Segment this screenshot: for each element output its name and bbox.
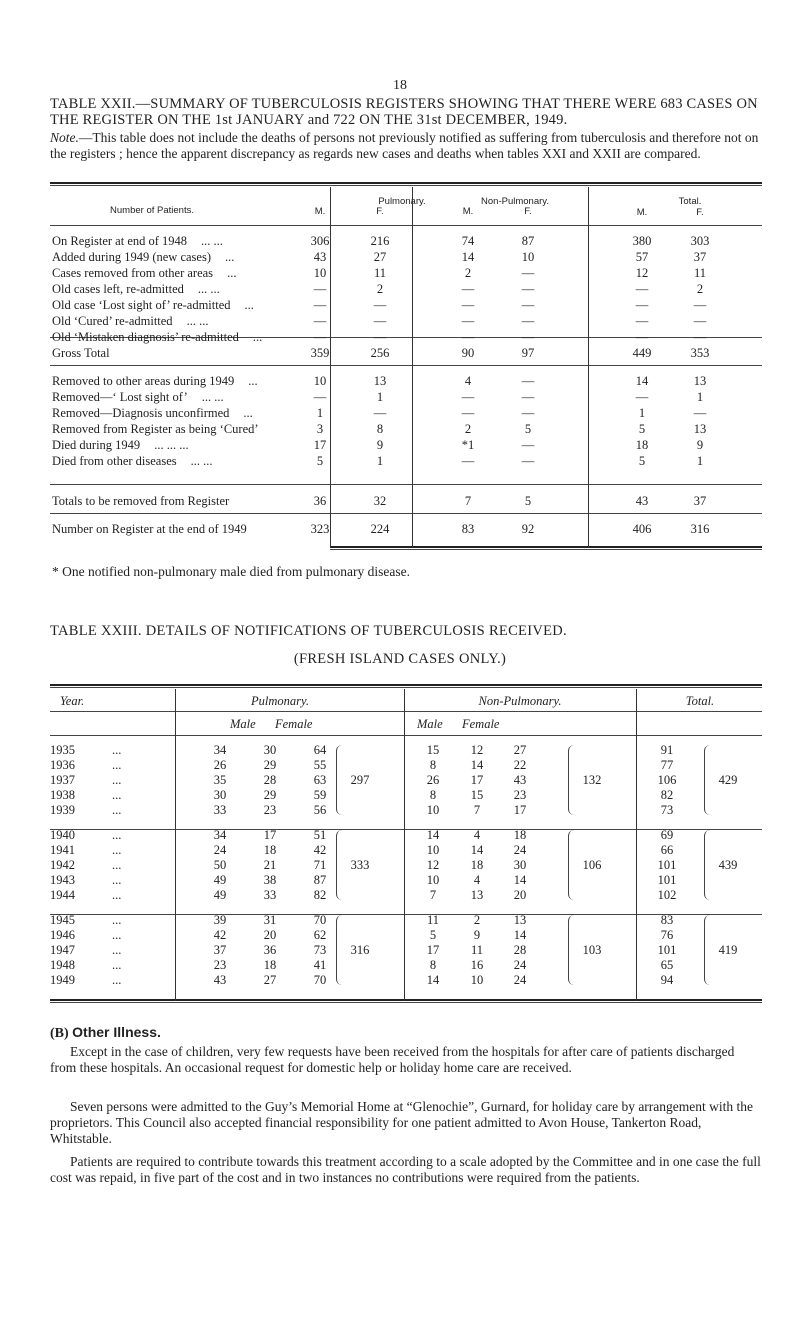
cell-value: 8 (429, 788, 437, 802)
cell-value: — (461, 454, 475, 468)
cell-value: — (693, 314, 707, 328)
cell-value: 27 (263, 973, 277, 987)
cell-value: 26 (213, 758, 227, 772)
cell-value: 18 (470, 858, 484, 872)
cell-value: 57 (635, 250, 649, 264)
cell-value: 4 (473, 828, 481, 842)
cell-value: 70 (313, 973, 327, 987)
cell-value: — (521, 454, 535, 468)
row-label-text: Number on Register at the end of 1949 (52, 522, 247, 536)
cell-value: 82 (313, 888, 327, 902)
cell-value: 30 (263, 743, 277, 757)
row-label-text: Died from other diseases (52, 454, 177, 468)
cell-value: 5 (638, 422, 646, 436)
year-leader-dots: ... (112, 828, 122, 842)
row-label-text: Removed—Diagnosis unconfirmed (52, 406, 230, 420)
cell-value: 1 (376, 454, 384, 468)
period-total: 439 (718, 858, 738, 872)
cell-value: — (693, 298, 707, 312)
row-label-text: Removed—‘ Lost sight of’ (52, 390, 188, 404)
cell-value: 7 (429, 888, 437, 902)
year-leader-dots: ... (112, 803, 122, 817)
page-number: 18 (393, 78, 407, 93)
year-leader-dots: ... (112, 973, 122, 987)
cell-value: 17 (263, 828, 277, 842)
year-cell: 1948 ... (50, 958, 122, 972)
cell-value: 33 (213, 803, 227, 817)
cell-value: — (521, 374, 535, 388)
cell-value: 24 (513, 973, 527, 987)
cell-value: 11 (373, 266, 387, 280)
cell-value: — (461, 330, 475, 344)
paragraph: Seven persons were admitted to the Guy’s Memorial Home at “Glenochie”, Gurnard, for holiday care by arrangement with the proprietors. This Council also accepted financial responsibility for one patient admitted to Avon House, Tankerton Road, Whitstable. (50, 1099, 754, 1146)
cell-value: 449 (632, 346, 652, 360)
row-label-text: Old ‘Mistaken diagnosis’ re-admitted (52, 330, 239, 344)
cell-value: — (635, 390, 649, 404)
cell-value: 83 (461, 522, 475, 536)
cell-value: 10 (313, 266, 327, 280)
cell-value: 8 (429, 758, 437, 772)
cell-value: 69 (660, 828, 674, 842)
cell-value: 23 (263, 803, 277, 817)
cell-value: — (635, 330, 649, 344)
pul-female-header: Female (275, 717, 313, 731)
year-cell: 1935 ... (50, 743, 122, 757)
row-leader-dots: ... (252, 330, 263, 344)
cell-value: 2 (696, 282, 704, 296)
cell-value: 20 (263, 928, 277, 942)
cell-value: 94 (660, 973, 674, 987)
cell-value: 16 (470, 958, 484, 972)
cell-value: 5 (638, 454, 646, 468)
cell-value: 23 (213, 958, 227, 972)
cell-value: 77 (660, 758, 674, 772)
cell-value: — (313, 330, 327, 344)
cell-value: 18 (263, 958, 277, 972)
year-leader-dots: ... (112, 943, 122, 957)
row-label-text: Added during 1949 (new cases) (52, 250, 211, 264)
year-leader-dots: ... (112, 873, 122, 887)
year-leader-dots: ... (112, 888, 122, 902)
cell-value: 28 (263, 773, 277, 787)
t23-non-pulmonary-header: Non-Pulmonary. (478, 694, 562, 708)
cell-value: — (461, 406, 475, 420)
cell-value: 13 (373, 374, 387, 388)
cell-value: 73 (313, 943, 327, 957)
cell-value: 26 (426, 773, 440, 787)
paragraph: Except in the case of children, very few requests have been received from the hospitals for after care of patients discharged from these hospitals. An occasional request for domestic help or holiday home care are received. (50, 1044, 735, 1075)
cell-value: 73 (660, 803, 674, 817)
non-female-header: Female (462, 717, 500, 731)
year-leader-dots: ... (112, 743, 122, 757)
cell-value: 11 (693, 266, 707, 280)
row-label-text: Old cases left, re-admitted (52, 282, 184, 296)
cell-value: 14 (470, 843, 484, 857)
cell-value: 11 (426, 913, 440, 927)
section-title: Other Illness. (72, 1024, 161, 1040)
year-leader-dots: ... (112, 858, 122, 872)
year-cell: 1943 ... (50, 873, 122, 887)
cell-value: 12 (635, 266, 649, 280)
cell-value: *1 (461, 438, 475, 452)
cell-value: 65 (660, 958, 674, 972)
cell-value: 43 (213, 973, 227, 987)
cell-value: 101 (657, 943, 677, 957)
cell-value: 18 (513, 828, 527, 842)
cell-value: 18 (263, 843, 277, 857)
cell-value: 12 (470, 743, 484, 757)
year-leader-dots: ... (112, 758, 122, 772)
cell-value: 64 (313, 743, 327, 757)
cell-value: 28 (513, 943, 527, 957)
pulmonary-period-total: 297 (350, 773, 370, 787)
cell-value: 323 (310, 522, 330, 536)
cell-value: 37 (693, 250, 707, 264)
non-pulmonary-period-total: 103 (582, 943, 602, 957)
cell-value: 37 (693, 494, 707, 508)
cell-value: 36 (313, 494, 327, 508)
cell-value: — (635, 298, 649, 312)
cell-value: 10 (313, 374, 327, 388)
cell-value: 37 (213, 943, 227, 957)
cell-value: 91 (660, 743, 674, 757)
cell-value: 9 (376, 438, 384, 452)
pulmonary-period-total: 316 (350, 943, 370, 957)
year-cell: 1942 ... (50, 858, 122, 872)
cell-value: 71 (313, 858, 327, 872)
cell-value: 8 (376, 422, 384, 436)
cell-value: — (461, 390, 475, 404)
cell-value: 1 (376, 390, 384, 404)
cell-value: — (521, 266, 535, 280)
row-label-text: Removed from Register as being ‘Cured’ (52, 422, 259, 436)
pul-f-header: F. (376, 206, 384, 217)
cell-value: 70 (313, 913, 327, 927)
cell-value: 42 (313, 843, 327, 857)
cell-value: 15 (426, 743, 440, 757)
cell-value: 49 (213, 888, 227, 902)
cell-value: 14 (470, 758, 484, 772)
cell-value: — (313, 314, 327, 328)
cell-value: 39 (213, 913, 227, 927)
cell-value: 224 (370, 522, 390, 536)
row-label-text: Totals to be removed from Register (52, 494, 230, 508)
row-label-text: Old ‘Cured’ re-admitted (52, 314, 173, 328)
cell-value: — (521, 314, 535, 328)
cell-value: 21 (263, 858, 277, 872)
cell-value: 24 (213, 843, 227, 857)
cell-value: — (521, 390, 535, 404)
cell-value: 303 (690, 234, 710, 248)
cell-value: 14 (461, 250, 475, 264)
row-leader-dots: ... ... (197, 282, 220, 296)
cell-value: 4 (464, 374, 472, 388)
cell-value: 90 (461, 346, 475, 360)
row-label-text: Died during 1949 (52, 438, 141, 452)
cell-value: — (313, 298, 327, 312)
cell-value: 76 (660, 928, 674, 942)
cell-value: 13 (693, 374, 707, 388)
cell-value: 9 (473, 928, 481, 942)
year-cell: 1944 ... (50, 888, 122, 902)
cell-value: 29 (263, 758, 277, 772)
cell-value: 30 (213, 788, 227, 802)
cell-value: 17 (426, 943, 440, 957)
cell-value: 42 (213, 928, 227, 942)
non-pulmonary-period-total: 132 (582, 773, 602, 787)
cell-value: 10 (426, 803, 440, 817)
cell-value: 83 (660, 913, 674, 927)
cell-value: 56 (313, 803, 327, 817)
year-cell: 1937 ... (50, 773, 122, 787)
cell-value: — (521, 330, 535, 344)
cell-value: 43 (313, 250, 327, 264)
cell-value: 4 (473, 873, 481, 887)
cell-value: 17 (513, 803, 527, 817)
cell-value: 51 (313, 828, 327, 842)
cell-value: 406 (632, 522, 652, 536)
note-label: Note. (50, 130, 79, 145)
cell-value: 59 (313, 788, 327, 802)
table23-subtitle: (FRESH ISLAND CASES ONLY.) (293, 651, 507, 667)
cell-value: — (461, 298, 475, 312)
cell-value: 87 (313, 873, 327, 887)
paragraph: Patients are required to contribute towards this treatment according to a scale adopted by the Committee and in one case the full cost was repaid, in five part of the cost and in two instances no contributions were required from the patients. (50, 1154, 761, 1185)
cell-value: 24 (513, 843, 527, 857)
cell-value: 1 (638, 406, 646, 420)
year-leader-dots: ... (112, 843, 122, 857)
cell-value: — (693, 406, 707, 420)
cell-value: 55 (313, 758, 327, 772)
cell-value: 101 (657, 873, 677, 887)
year-leader-dots: ... (112, 788, 122, 802)
row-label-text: Old case ‘Lost sight of’ re-admitted (52, 298, 231, 312)
cell-value: 22 (513, 758, 527, 772)
total-header: Total. (678, 196, 702, 207)
cell-value: 36 (263, 943, 277, 957)
cell-value: 353 (690, 346, 710, 360)
cell-value: 27 (373, 250, 387, 264)
cell-value: 97 (521, 346, 535, 360)
cell-value: 106 (657, 773, 677, 787)
cell-value: 38 (263, 873, 277, 887)
cell-value: — (521, 282, 535, 296)
tot-m-header: M. (636, 207, 648, 218)
cell-value: 306 (310, 234, 330, 248)
cell-value: 7 (473, 803, 481, 817)
cell-value: — (373, 406, 387, 420)
year-cell: 1940 ... (50, 828, 122, 842)
year-cell: 1939 ... (50, 803, 122, 817)
row-leader-dots: ... ... (190, 454, 213, 468)
cell-value: 14 (426, 828, 440, 842)
cell-value: 87 (521, 234, 535, 248)
year-cell: 1949 ... (50, 973, 122, 987)
cell-value: 17 (313, 438, 327, 452)
section-label: (B) (50, 1026, 69, 1041)
cell-value: 101 (657, 858, 677, 872)
cell-value: 30 (513, 858, 527, 872)
row-leader-dots: ... ... (201, 234, 223, 248)
cell-value: 63 (313, 773, 327, 787)
cell-value: 31 (263, 913, 277, 927)
cell-value: 12 (426, 858, 440, 872)
cell-value: 15 (470, 788, 484, 802)
cell-value: 3 (316, 422, 324, 436)
row-label-text: Removed to other areas during 1949 (52, 374, 235, 388)
row-leader-dots: ... ... (201, 390, 224, 404)
cell-value: 5 (524, 422, 532, 436)
cell-value: 43 (513, 773, 527, 787)
cell-value: 17 (470, 773, 484, 787)
cell-value: 92 (521, 522, 535, 536)
row-leader-dots: ... (248, 374, 258, 388)
year-cell: 1938 ... (50, 788, 122, 802)
cell-value: 10 (426, 873, 440, 887)
cell-value: 34 (213, 743, 227, 757)
period-total: 419 (718, 943, 738, 957)
cell-value: 49 (213, 873, 227, 887)
row-leader-dots: ... (227, 266, 237, 280)
tot-f-header: F. (696, 207, 704, 218)
period-total: 429 (718, 773, 738, 787)
row-label-text: Gross Total (52, 346, 110, 360)
note-text: —This table does not include the deaths of persons not previously notified as suffering from tuberculosis and therefore not on the registers ; hence the apparent discrepancy as regards new cases and deaths when tables XXI and XXII are compared. (50, 130, 759, 161)
row-leader-dots: ... (224, 250, 235, 264)
non-m-header: M. (462, 206, 474, 217)
cell-value: 10 (470, 973, 484, 987)
non-pulmonary-period-total: 106 (582, 858, 602, 872)
cell-value: 7 (464, 494, 472, 508)
cell-value: — (373, 298, 387, 312)
cell-value: 9 (696, 438, 704, 452)
row-leader-dots: ... ... (186, 314, 209, 328)
year-leader-dots: ... (112, 913, 122, 927)
cell-value: 2 (464, 266, 472, 280)
cell-value: 14 (635, 374, 649, 388)
non-male-header: Male (417, 717, 443, 731)
cell-value: 14 (513, 873, 527, 887)
cell-value: — (521, 406, 535, 420)
table22-footnote: * One notified non-pulmonary male died from pulmonary disease. (52, 564, 411, 579)
year-leader-dots: ... (112, 928, 122, 942)
cell-value: 256 (370, 346, 390, 360)
cell-value: 50 (213, 858, 227, 872)
non-pulmonary-header: Non-Pulmonary. (481, 196, 549, 207)
cell-value: 359 (310, 346, 330, 360)
cell-value: 33 (263, 888, 277, 902)
year-cell: 1945 ... (50, 913, 122, 927)
cell-value: 1 (316, 406, 324, 420)
cell-value: 74 (461, 234, 475, 248)
cell-value: 20 (513, 888, 527, 902)
non-f-header: F. (524, 206, 532, 217)
cell-value: 1 (696, 390, 704, 404)
cell-value: 13 (470, 888, 484, 902)
cell-value: 41 (313, 958, 327, 972)
cell-value: 102 (657, 888, 677, 902)
cell-value: 5 (316, 454, 324, 468)
year-cell: 1946 ... (50, 928, 122, 942)
cell-value: — (521, 298, 535, 312)
cell-value: — (313, 390, 327, 404)
other-illness-heading (50, 1024, 161, 1042)
cell-value: — (635, 282, 649, 296)
cell-value: 32 (373, 494, 387, 508)
pul-m-header: M. (314, 206, 326, 217)
t23-pulmonary-header: Pulmonary. (251, 694, 309, 708)
row-label-text: On Register at end of 1948 (52, 234, 188, 248)
cell-value: — (313, 282, 327, 296)
pul-male-header: Male (230, 717, 256, 731)
cell-value: 13 (693, 422, 707, 436)
cell-value: 34 (213, 828, 227, 842)
cell-value: 29 (263, 788, 277, 802)
cell-value: — (521, 438, 535, 452)
cell-value: 27 (513, 743, 527, 757)
cell-value: 316 (690, 522, 710, 536)
year-leader-dots: ... (112, 773, 122, 787)
row-label-text: Cases removed from other areas (52, 266, 214, 280)
cell-value: 216 (370, 234, 390, 248)
cell-value: 2 (473, 913, 481, 927)
cell-value: 24 (513, 958, 527, 972)
cell-value: — (693, 330, 707, 344)
cell-value: 66 (660, 843, 674, 857)
cell-value: 14 (513, 928, 527, 942)
cell-value: 35 (213, 773, 227, 787)
cell-value: 5 (524, 494, 532, 508)
cell-value: 5 (429, 928, 437, 942)
table22-title: TABLE XXII.—SUMMARY OF TUBERCULOSIS REGISTERS SHOWING THAT THERE WERE 683 CASES ON THE REGISTER ON THE 1st JANUARY and 722 ON THE 31st DECEMBER, 1949. (50, 96, 758, 128)
cell-value: 62 (313, 928, 327, 942)
cell-value: 13 (513, 913, 527, 927)
patients-header: Number of Patients. (110, 205, 194, 216)
cell-value: 82 (660, 788, 674, 802)
year-header: Year. (60, 694, 85, 708)
cell-value: 11 (470, 943, 484, 957)
cell-value: 8 (429, 958, 437, 972)
cell-value: 380 (632, 234, 652, 248)
cell-value: — (635, 314, 649, 328)
row-leader-dots: ... (243, 406, 253, 420)
t23-total-header: Total. (685, 694, 715, 708)
pulmonary-period-total: 333 (350, 858, 370, 872)
cell-value: 23 (513, 788, 527, 802)
year-leader-dots: ... (112, 958, 122, 972)
cell-value: 2 (464, 422, 472, 436)
cell-value: 14 (426, 973, 440, 987)
row-leader-dots: ... ... ... (154, 438, 189, 452)
table23-title: TABLE XXIII. DETAILS OF NOTIFICATIONS OF TUBERCULOSIS RECEIVED. (50, 623, 567, 639)
cell-value: 18 (635, 438, 649, 452)
year-cell: 1947 ... (50, 943, 122, 957)
cell-value: 43 (635, 494, 649, 508)
year-cell: 1941 ... (50, 843, 122, 857)
cell-value: 2 (376, 282, 384, 296)
cell-value: — (373, 330, 387, 344)
cell-value: 10 (521, 250, 535, 264)
pulmonary-header: Pulmonary. (378, 196, 426, 207)
row-leader-dots: ... (244, 298, 254, 312)
cell-value: 1 (696, 454, 704, 468)
cell-value: — (461, 314, 475, 328)
year-cell: 1936 ... (50, 758, 122, 772)
cell-value: 10 (426, 843, 440, 857)
cell-value: — (461, 282, 475, 296)
cell-value: — (373, 314, 387, 328)
